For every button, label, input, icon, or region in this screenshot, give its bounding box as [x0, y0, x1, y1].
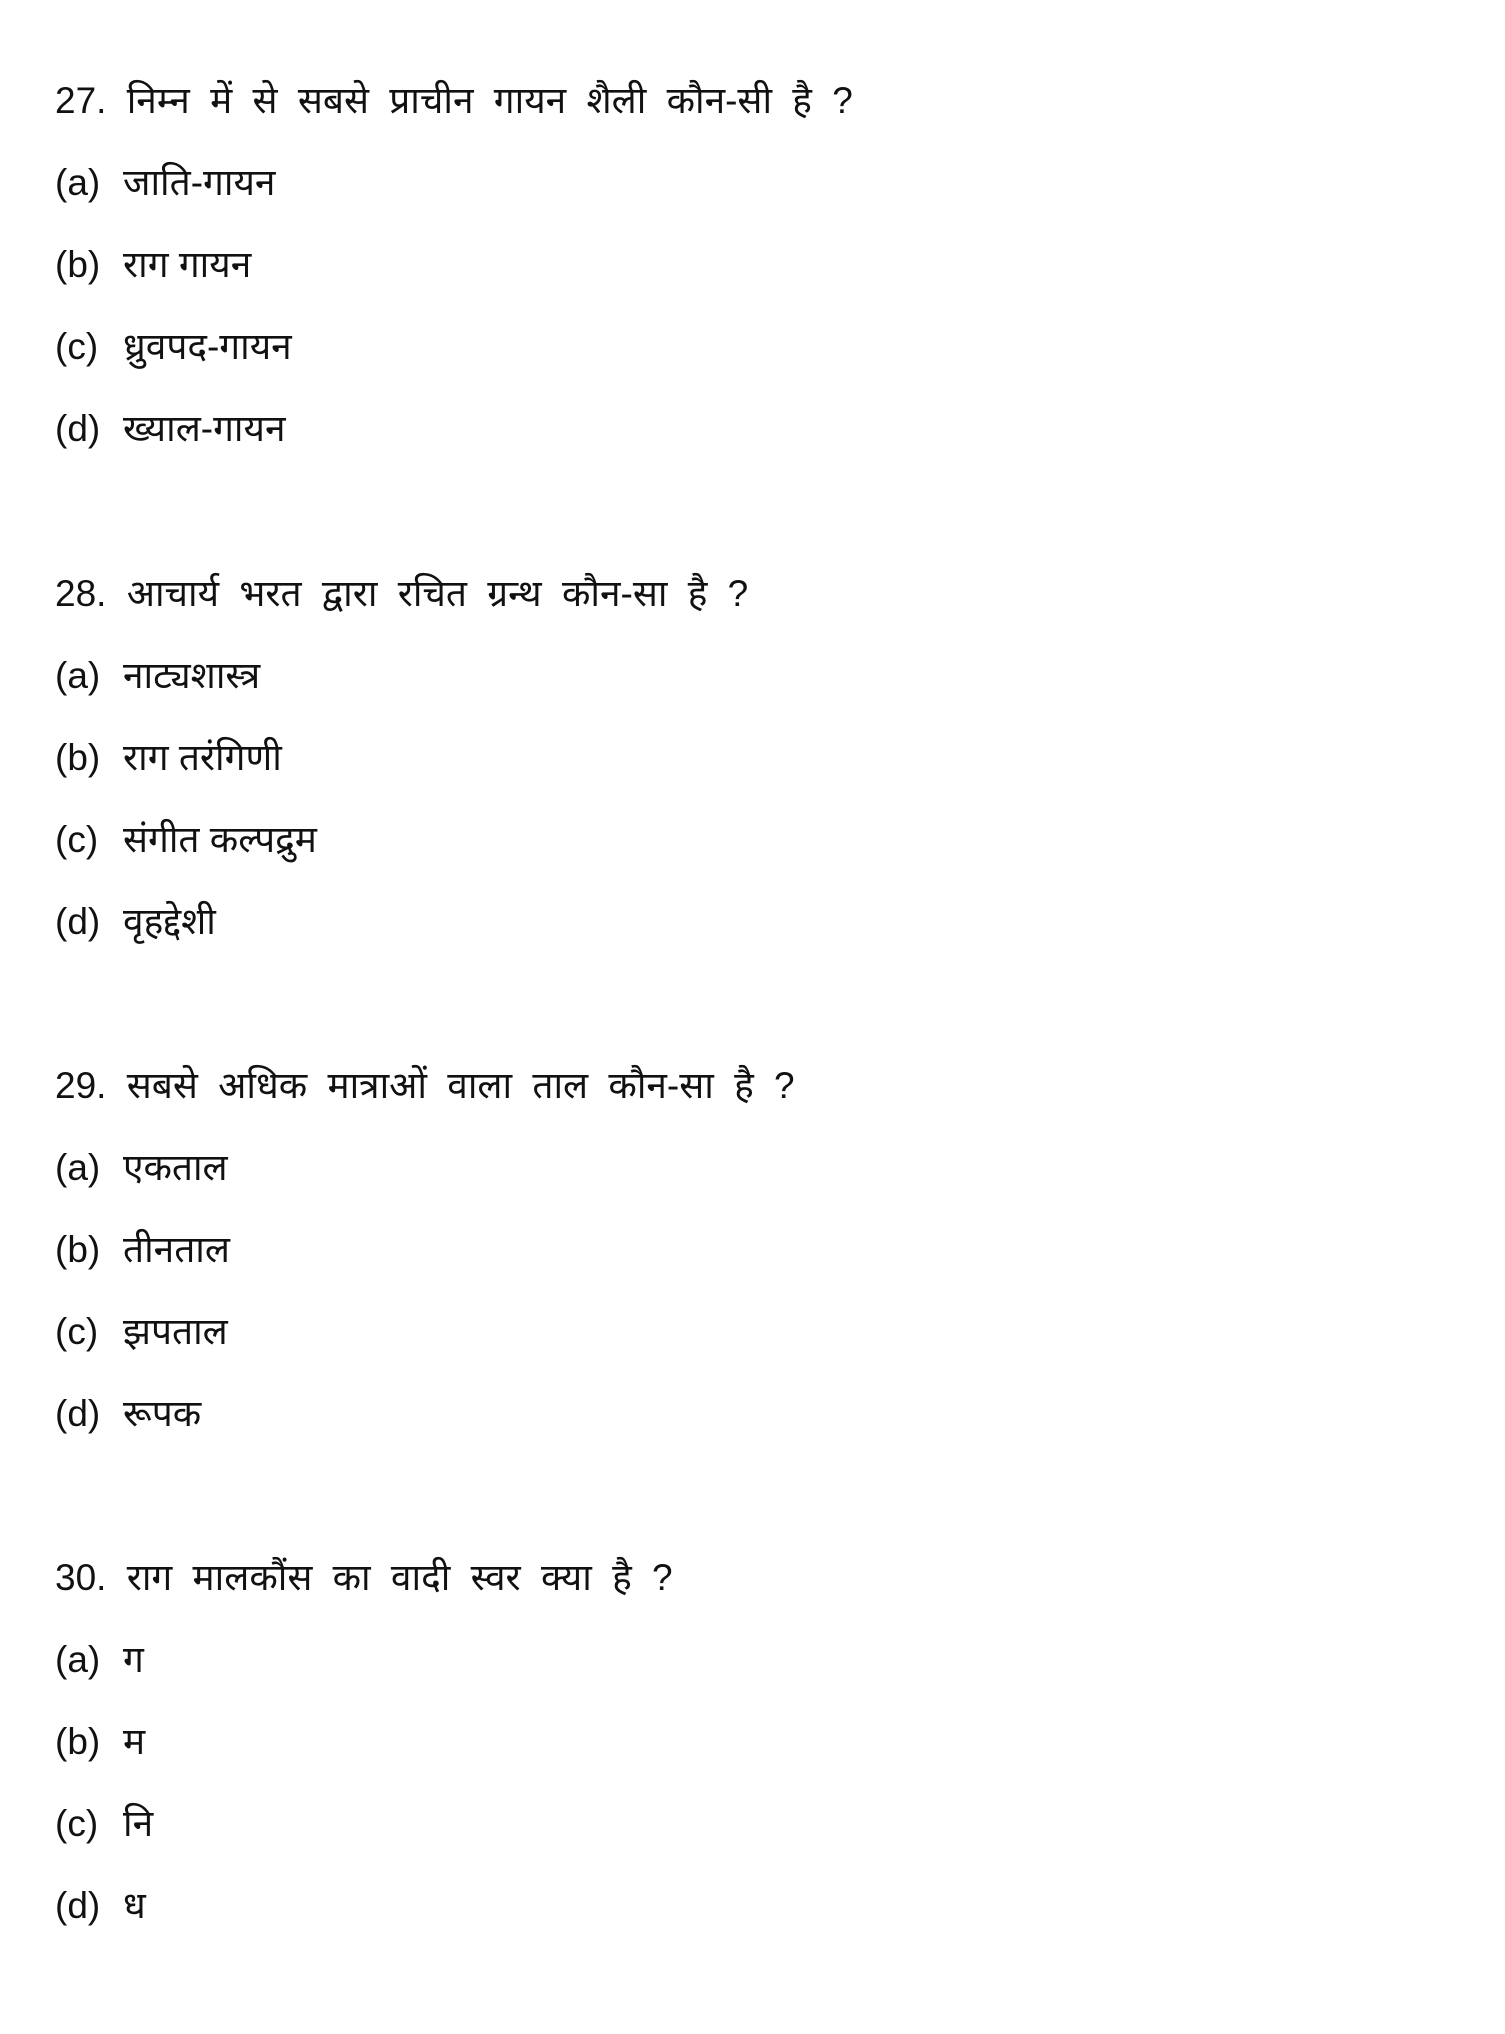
- option-item: [55, 1373, 1455, 1455]
- option-text: संगीत कल्पद्रुम: [123, 819, 317, 860]
- question-text: [55, 553, 1455, 635]
- option-label: (c): [55, 819, 99, 860]
- question-stem: राग मालकौंस का वादी स्वर क्या है ?: [126, 1557, 673, 1598]
- question-text: [55, 60, 1455, 142]
- option-text: ध्रुवपद-गायन: [123, 326, 292, 367]
- option-item: [55, 1865, 1455, 1947]
- question-27: [55, 60, 1455, 470]
- question-number: 29.: [55, 1065, 107, 1106]
- option-text: ख्याल-गायन: [123, 408, 286, 449]
- option-text: नाट्यशास्त्र: [123, 655, 261, 696]
- question-stem: आचार्य भरत द्वारा रचित ग्रन्थ कौन-सा है ?: [126, 573, 749, 614]
- option-label: (d): [55, 1885, 101, 1926]
- option-text: म: [123, 1721, 146, 1762]
- option-label: (a): [55, 1147, 101, 1188]
- option-item: [55, 388, 1455, 470]
- option-label: (d): [55, 408, 101, 449]
- option-text: झपताल: [123, 1311, 228, 1352]
- option-label: (d): [55, 901, 101, 942]
- option-item: [55, 142, 1455, 224]
- option-label: (c): [55, 1803, 99, 1844]
- question-text: [55, 1537, 1455, 1619]
- option-item: [55, 1127, 1455, 1209]
- option-text: राग गायन: [123, 244, 252, 285]
- option-label: (b): [55, 244, 101, 285]
- question-number: 30.: [55, 1557, 107, 1598]
- question-stem: सबसे अधिक मात्राओं वाला ताल कौन-सा है ?: [126, 1065, 795, 1106]
- question-number: 28.: [55, 573, 107, 614]
- option-item: [55, 1209, 1455, 1291]
- option-text: वृहद्देशी: [123, 901, 216, 942]
- option-text: रूपक: [123, 1393, 202, 1434]
- question-29: [55, 1045, 1455, 1455]
- option-label: (a): [55, 162, 101, 203]
- option-item: [55, 224, 1455, 306]
- option-text: एकताल: [123, 1147, 228, 1188]
- option-label: (d): [55, 1393, 101, 1434]
- option-item: [55, 799, 1455, 881]
- question-stem: निम्न में से सबसे प्राचीन गायन शैली कौन-सी है ?: [126, 80, 853, 121]
- option-item: [55, 635, 1455, 717]
- question-28: [55, 553, 1455, 963]
- option-item: [55, 306, 1455, 388]
- option-item: [55, 1619, 1455, 1701]
- question-30: [55, 1537, 1455, 1947]
- option-label: (c): [55, 1311, 99, 1352]
- question-number: 27.: [55, 80, 107, 121]
- option-item: [55, 717, 1455, 799]
- question-text: [55, 1045, 1455, 1127]
- option-text: राग तरंगिणी: [123, 737, 282, 778]
- option-item: [55, 1783, 1455, 1865]
- option-label: (b): [55, 1721, 101, 1762]
- option-label: (a): [55, 1639, 101, 1680]
- option-text: जाति-गायन: [123, 162, 276, 203]
- option-text: ध: [123, 1885, 146, 1926]
- option-label: (a): [55, 655, 101, 696]
- option-label: (b): [55, 737, 101, 778]
- option-text: नि: [123, 1803, 154, 1844]
- option-label: (b): [55, 1229, 101, 1270]
- option-text: ग: [123, 1639, 144, 1680]
- option-item: [55, 881, 1455, 963]
- option-label: (c): [55, 326, 99, 367]
- option-item: [55, 1291, 1455, 1373]
- option-text: तीनताल: [123, 1229, 230, 1270]
- option-item: [55, 1701, 1455, 1783]
